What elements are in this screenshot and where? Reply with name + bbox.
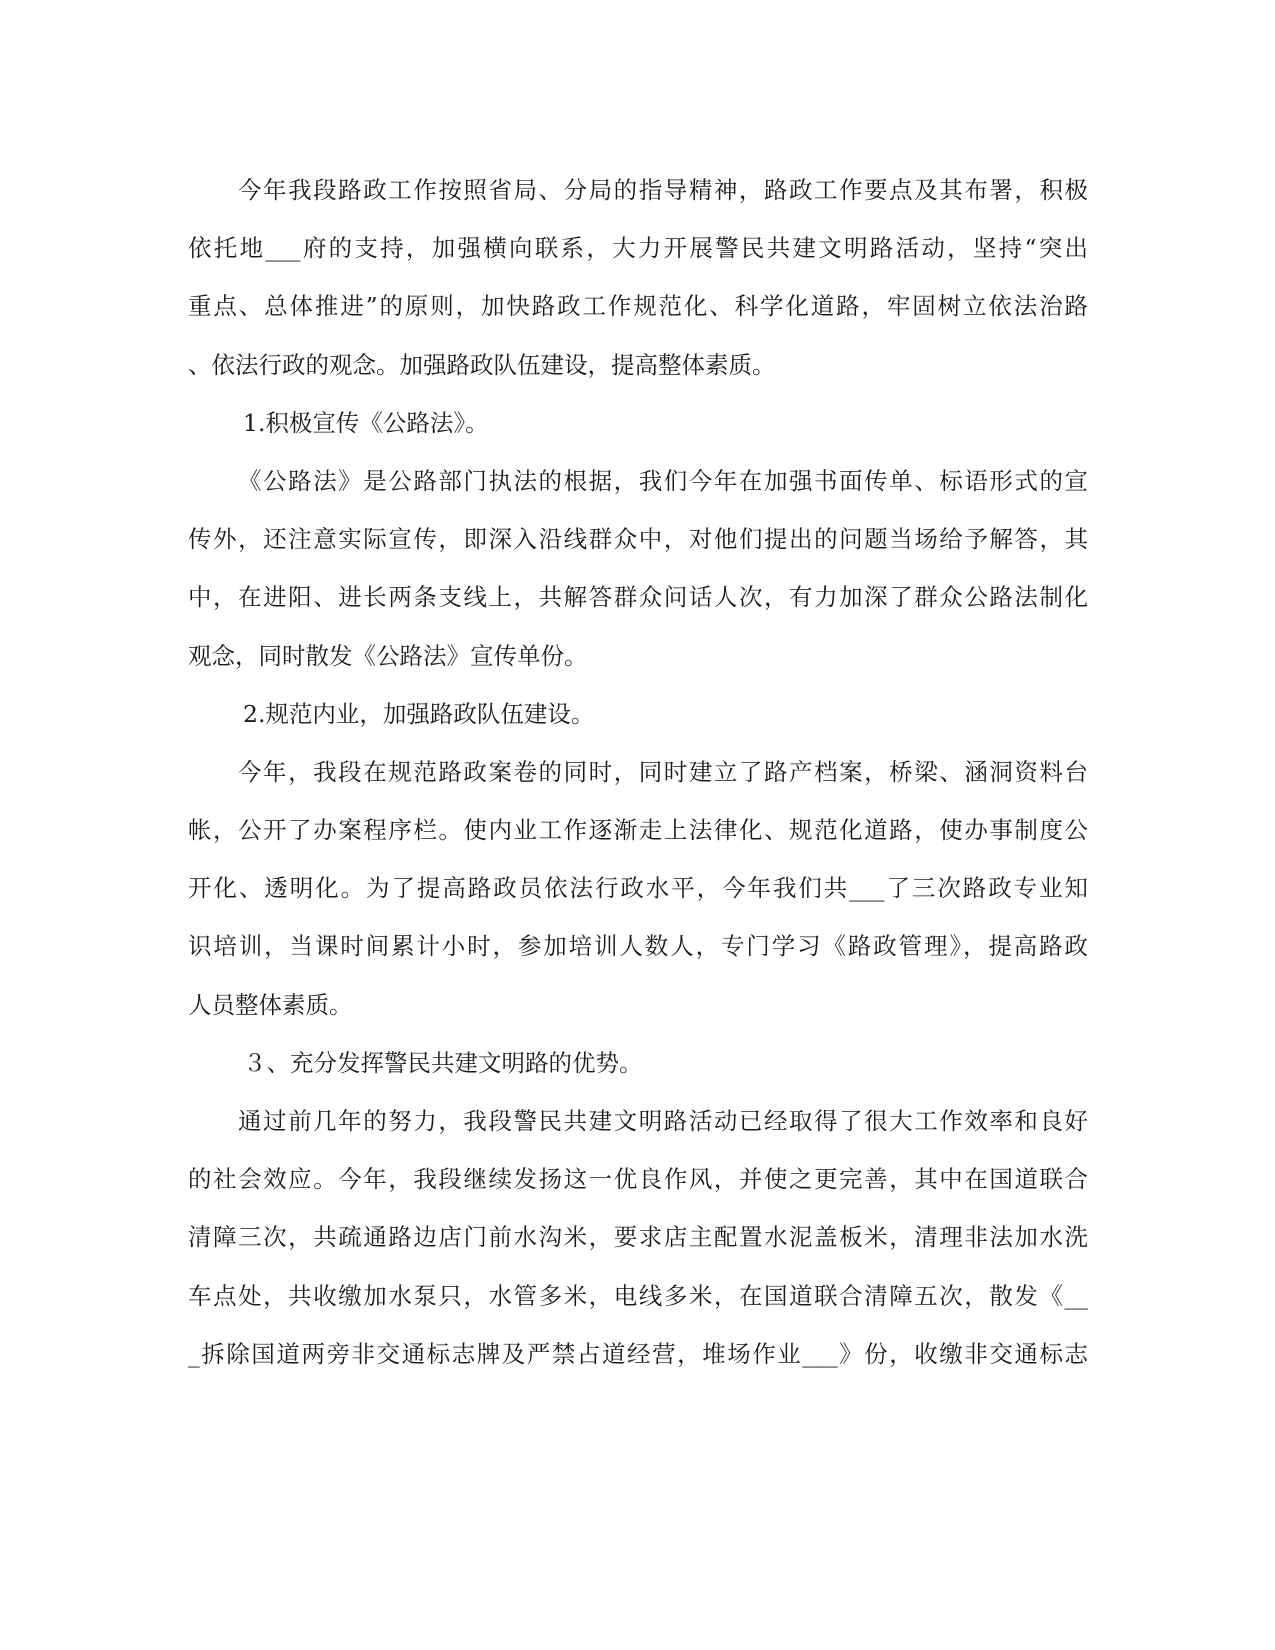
body-text (188, 161, 1088, 1383)
text-line: 今年，我段在规范路政案卷的同时，同时建立了路产档案，桥梁、涵洞资料台 (238, 757, 1088, 786)
text-line: 车点处，共收缴加水泵只，水管多米，电线多米，在国道联合清障五次，散发《__ (188, 1281, 1088, 1310)
text-line: 识培训，当课时间累计小时，参加培训人数人，专门学习《路政管理》，提高路政 (188, 932, 1088, 961)
text-line: 开化、透明化。为了提高路政员依法行政水平，今年我们共___了三次路政专业知 (188, 874, 1088, 903)
text-line: 重点、总体推进”的原则，加快路政工作规范化、科学化道路，牢固树立依法治路 (188, 292, 1088, 321)
section-heading: 2.规范内业，加强路政队伍建设。 (243, 699, 595, 728)
text-line: 清障三次，共疏通路边店门前水沟米，要求店主配置水泥盖板米，清理非法加水洗 (188, 1223, 1088, 1252)
text-line: _拆除国道两旁非交通标志牌及严禁占道经营，堆场作业___》份，收缴非交通标志 (188, 1339, 1088, 1368)
text-line: 观念，同时散发《公路法》宣传单份。 (188, 641, 588, 670)
text-line: 通过前几年的努力，我段警民共建文明路活动已经取得了很大工作效率和良好 (238, 1107, 1088, 1135)
text-line: 依托地___府的支持，加强横向联系，大力开展警民共建文明路活动，坚持“突出 (188, 234, 1088, 263)
text-line: 传外，还注意实际宣传，即深入沿线群众中，对他们提出的问题当场给予解答，其 (188, 525, 1088, 554)
text-line: 帐，公开了办案程序栏。使内业工作逐渐走上法律化、规范化道路，使办事制度公 (188, 816, 1088, 845)
text-line: 今年我段路政工作按照省局、分局的指导精神，路政工作要点及其布署，积极 (238, 176, 1088, 204)
text-line: 人员整体素质。 (188, 990, 353, 1019)
text-line: 《公路法》是公路部门执法的根据，我们今年在加强书面传单、标语形式的宣 (238, 466, 1088, 495)
text-line: 、依法行政的观念。加强路政队伍建设，提高整体素质。 (188, 350, 776, 379)
text-line: 的社会效应。今年，我段继续发扬这一优良作风，并使之更完善，其中在国道联合 (188, 1165, 1088, 1194)
text-line: 中，在进阳、进长两条支线上，共解答群众问话人次，有力加深了群众公路法制化 (188, 583, 1088, 612)
section-heading: 1.积极宣传《公路法》。 (243, 408, 489, 437)
section-heading: ３、充分发挥警民共建文明路的优势。 (243, 1048, 643, 1077)
